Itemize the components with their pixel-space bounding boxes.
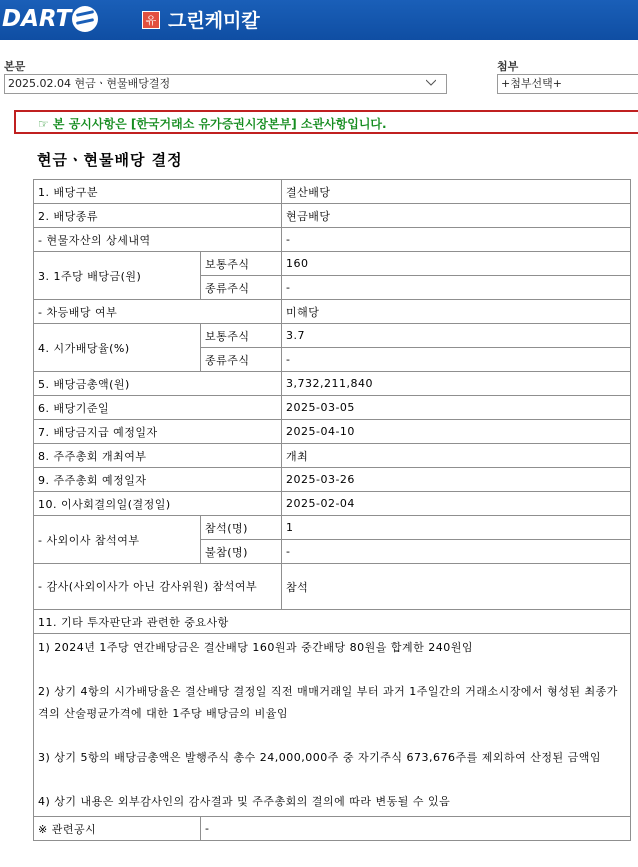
row-label: 1. 배당구분 [34,180,282,204]
row-value: - [282,276,631,300]
row-value: 2025-03-26 [282,468,631,492]
globe-icon [72,6,98,32]
body-select[interactable] [4,74,447,94]
jurisdiction-notice [14,110,638,134]
note-item: 4) 상기 내용은 외부감사인의 감사결과 및 주주총회의 결의에 따라 변동될 수 있음 [38,795,451,808]
row-label: 3. 1주당 배당금(원) [34,252,201,300]
row-value: 결산배당 [282,180,631,204]
dart-logo[interactable] [2,4,98,34]
company-name: 그린케미칼 [168,10,260,32]
row-label: - 차등배당 여부 [34,300,282,324]
row-value: 1 [282,516,631,540]
row-label: 5. 배당금총액(원) [34,372,282,396]
dividend-table [33,179,631,841]
table-row [34,228,631,252]
table-row [34,420,631,444]
row-label: ※ 관련공시 [34,817,201,841]
body-select-value: 2025.02.04 현금ㆍ현물배당결정 [8,77,171,90]
row-value: 참석 [282,564,631,610]
notice-text: ☞ 본 공시사항은 [한국거래소 유가증권시장본부] 소관사항입니다. [38,117,387,131]
row-value: 160 [282,252,631,276]
table-row [34,634,631,817]
row-value: - [282,348,631,372]
document-select-bar [0,40,638,100]
row-value: 2025-02-04 [282,492,631,516]
row-value: 3.7 [282,324,631,348]
notes-block [38,634,626,816]
chevron-down-icon [426,77,436,87]
row-label: 11. 기타 투자판단과 관련한 중요사항 [34,610,631,634]
row-label: 2. 배당종류 [34,204,282,228]
note-item: 1) 2024년 1주당 연간배당금은 결산배당 160원과 중간배당 80원을 합계한 240원임 [38,641,474,654]
row-sublabel: 보통주식 [201,324,282,348]
note-item: 2) 상기 4항의 시가배당율은 결산배당 결정일 직전 매매거래일 부터 과거 1주일간의 거래소시장에서 형성된 최종가격의 산술평균가격에 대한 1주당 배당금의 비율임 [38,685,618,720]
table-row [34,300,631,324]
row-sublabel: 보통주식 [201,252,282,276]
body-select-label: 본문 [4,60,26,73]
attach-select-value: +첨부선택+ [501,77,562,90]
notes-cell [34,634,631,817]
row-label: 10. 이사회결의일(결정일) [34,492,282,516]
company-heading [142,6,260,33]
table-row [34,564,631,610]
document-title: 현금ㆍ현물배당 결정 [37,151,183,169]
row-label: 7. 배당금지급 예정일자 [34,420,282,444]
row-label: 6. 배당기준일 [34,396,282,420]
attach-select-label: 첨부 [497,60,519,73]
row-value: 2025-04-10 [282,420,631,444]
row-value: - [282,540,631,564]
table-row [34,444,631,468]
table-row [34,396,631,420]
market-badge: 유 [142,11,160,29]
row-label: 9. 주주총회 예정일자 [34,468,282,492]
row-sublabel: 종류주식 [201,276,282,300]
table-row [34,610,631,634]
row-value: - [282,228,631,252]
logo-text: DART [2,6,72,32]
row-label: - 현물자산의 상세내역 [34,228,282,252]
top-header [0,0,638,40]
row-sublabel: 참석(명) [201,516,282,540]
table-row [34,516,631,540]
attach-select[interactable] [497,74,638,94]
table-row [34,372,631,396]
row-label: - 감사(사외이사가 아닌 감사위원) 참석여부 [34,564,282,610]
table-row [34,492,631,516]
table-row [34,817,631,841]
row-value: - [201,817,631,841]
row-value: 개최 [282,444,631,468]
table-row [34,180,631,204]
row-label: 8. 주주총회 개최여부 [34,444,282,468]
table-row [34,324,631,348]
row-label: - 사외이사 참석여부 [34,516,201,564]
table-row [34,204,631,228]
row-value: 현금배당 [282,204,631,228]
note-item: 3) 상기 5항의 배당금총액은 발행주식 총수 24,000,000주 중 자기주식 673,676주를 제외하여 산정된 금액임 [38,751,601,764]
row-label: 4. 시가배당율(%) [34,324,201,372]
table-row [34,468,631,492]
row-sublabel: 종류주식 [201,348,282,372]
row-value: 3,732,211,840 [282,372,631,396]
row-value: 미해당 [282,300,631,324]
row-value: 2025-03-05 [282,396,631,420]
row-sublabel: 불참(명) [201,540,282,564]
table-row [34,252,631,276]
